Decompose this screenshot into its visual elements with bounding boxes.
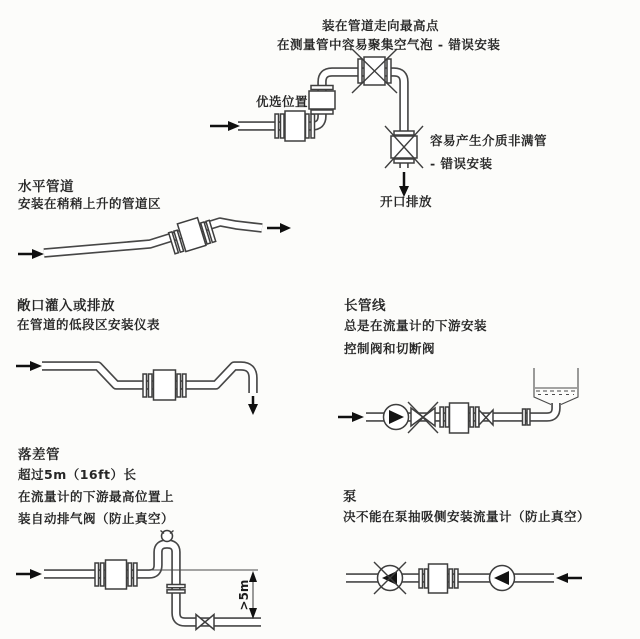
flow-in-arrow — [16, 569, 42, 579]
flowmeter-icon — [309, 86, 335, 115]
flow-out-arrow — [267, 223, 291, 233]
flow-in-arrow — [16, 361, 42, 371]
drain-down-arrow — [248, 396, 258, 415]
horizontal-pipe-subtitle: 安装在稍稍上升的管道区 — [18, 196, 162, 211]
label-open-discharge: 开口排放 — [380, 194, 433, 209]
air-vent-valve-icon — [161, 531, 174, 542]
open-fill-subtitle: 在管道的低段区安装仪表 — [17, 317, 161, 332]
crossed-pump-icon — [374, 562, 406, 594]
long-pipeline-title: 长管线 — [344, 298, 386, 314]
flowmeter-icon — [440, 403, 479, 433]
long-pipeline-subtitle2: 控制阀和切断阀 — [344, 341, 436, 356]
horizontal-pipe-title: 水平管道 — [18, 179, 74, 195]
drop-pipe-subtitle3: 装自动排气阀（防止真空） — [18, 511, 175, 526]
flowmeter-icon — [143, 370, 186, 400]
rising-pipe-run — [44, 222, 262, 253]
flow-in-arrow-right — [556, 573, 582, 583]
flow-in-arrow — [18, 249, 44, 259]
drop-pipe-title: 落差管 — [18, 447, 60, 463]
pump-subtitle: 决不能在泵抽吸侧安装流量计（防止真空） — [343, 509, 591, 524]
flowmeter-icon — [275, 111, 315, 141]
low-section-pipe-run — [42, 366, 253, 393]
crossed-valve-icon — [408, 402, 438, 433]
flowmeter-icon — [419, 564, 458, 593]
drop-pipe-subtitle2: 在流量计的下游最高位置上 — [18, 489, 175, 504]
flowmeter-icon — [95, 560, 137, 589]
flowmeter-icon — [167, 215, 216, 255]
note-partially-full-line2: - 错误安装 — [430, 156, 493, 171]
flange-pair-icon — [523, 409, 531, 425]
dimension-label-5m: >5m — [237, 579, 251, 611]
long-pipeline-subtitle1: 总是在流量计的下游安装 — [344, 318, 488, 333]
wrong-flowmeter-before-discharge-icon — [385, 126, 423, 168]
open-tank-icon — [534, 368, 578, 405]
drop-pipe-subtitle1: 超过5m（16ft）长 — [18, 467, 137, 482]
flow-in-arrow — [210, 121, 240, 131]
label-preferred-position: 优选位置 — [256, 94, 309, 109]
note-partially-full-line1: 容易产生介质非满管 — [430, 133, 548, 148]
pump-icon — [490, 566, 515, 591]
note-air-bubbles: 在测量管中容易聚集空气泡 - 错误安装 — [277, 37, 501, 52]
open-fill-title: 敞口灌入或排放 — [17, 298, 115, 314]
note-highest-point: 装在管道走向最高点 — [322, 18, 440, 33]
drop-pipe-run — [44, 544, 261, 622]
pump-icon — [384, 405, 409, 430]
wrong-flowmeter-high-point-icon — [352, 49, 397, 93]
valve-icon — [196, 615, 214, 630]
pump-title: 泵 — [343, 489, 357, 505]
flow-in-arrow — [338, 412, 364, 422]
